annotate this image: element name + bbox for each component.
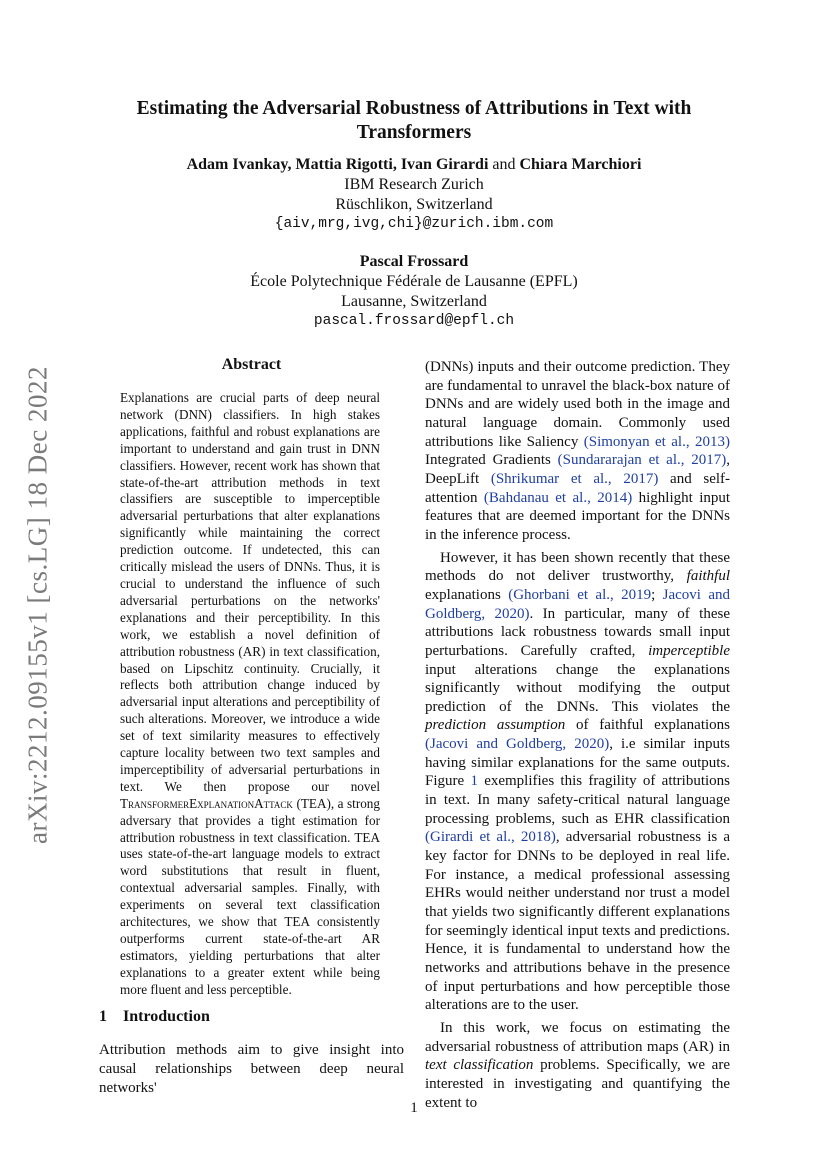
section-title: Introduction: [123, 1008, 210, 1025]
paragraph-2: [425, 549, 730, 1015]
figure-reference[interactable]: 1: [470, 773, 478, 790]
paper-title: Estimating the Adversarial Robustness of Attributions in Text with Transformers: [136, 98, 692, 143]
abstract-heading: Abstract: [221, 356, 282, 373]
text-span: . In particular, many of these attributions lack robustness towards small input perturbations. Carefully crafted,: [425, 605, 730, 659]
right-column: [425, 358, 730, 1112]
email-epfl: pascal.frossard@epfl.ch: [313, 313, 515, 329]
location-epfl: Lausanne, Switzerland: [341, 293, 487, 310]
page-number: 1: [410, 1100, 418, 1116]
citation-simonyan[interactable]: (Simonyan et al., 2013): [583, 433, 730, 450]
section-heading-introduction: [99, 1008, 404, 1026]
emphasis-faithful: faithful: [686, 568, 731, 585]
citation-shrikumar[interactable]: (Shrikumar et al., 2017): [490, 470, 659, 487]
paragraph-1: [425, 358, 730, 545]
arxiv-stamp: [18, 360, 58, 850]
abstract-body: [120, 390, 380, 999]
arxiv-stamp-text: arXiv:2212.09155v1 [cs.LG] 18 Dec 2022: [22, 366, 53, 844]
text-span: explanations: [425, 586, 501, 603]
abstract-text-1: Explanations are crucial parts of deep neural network (DNN) classifiers. In high stakes applications, faithful and robust explanations are important to understand and gain trust in DNN classifiers. However, recent work has shown that state-of-the-art attribution methods in text classifiers are susceptible to imperceptible adversarial perturbations that alter explanations significantly while maintaining the correct prediction outcome. If undetected, this can critically mislead the users of DNNs. Thus, it is crucial to understand the influence of such adversarial perturbations on the networks' explanations and their perceptibility. In this work, we establish a novel definition of attribution robustness (AR) in text classification, based on Lipschitz continuity. Crucially, it reflects both attribution change induced by adversarial input alterations and perceptibility of such alterations. Moreover, we introduce a wide set of text similarity measures to effectively capture locality between two text samples and imperceptibility of adversarial perturbations in text. We then propose our novel: [120, 390, 380, 794]
text-span: In this work, we focus on estimating the adversarial robustness of attribution maps (AR) in: [425, 1019, 730, 1055]
emphasis-text-classification: text classification: [425, 1057, 534, 1074]
email-ibm: {aiv,mrg,ivg,chi}@zurich.ibm.com: [274, 216, 554, 232]
citation-bahdanau[interactable]: (Bahdanau et al., 2014): [483, 489, 633, 506]
text-span: problems. Specifically, we are interested in investigating and quantifying the extent to: [425, 1057, 730, 1111]
emphasis-imperceptible: imperceptible: [648, 642, 730, 659]
text-span: Integrated Gradients: [425, 452, 551, 469]
author-and: and: [492, 156, 516, 173]
author-names: Adam Ivankay, Mattia Rigotti, Ivan Girardi: [186, 156, 489, 173]
text-span: and self-attention: [425, 470, 731, 506]
citation-jacovi-2[interactable]: (Jacovi and Goldberg, 2020): [425, 736, 610, 753]
citation-ghorbani[interactable]: (Ghorbani et al., 2019: [508, 586, 652, 603]
emphasis-prediction-assumption: prediction assumption: [425, 717, 566, 734]
affiliation-epfl: École Polytechnique Fédérale de Lausanne (EPFL): [250, 273, 578, 290]
text-span: , i.e similar inputs having similar explanations for the same outputs. Figure: [425, 736, 730, 790]
text-span: exemplifies this fragility of attributions in text. In many safety-critical natural language processing problems, such as EHR classification: [425, 773, 731, 827]
text-span: highlight input features that are deemed important for the DNNs in the inference process.: [425, 489, 731, 543]
location-ibm: Rüschlikon, Switzerland: [335, 196, 493, 213]
author-last: Chiara Marchiori: [519, 156, 642, 173]
text-span: of faithful explanations: [576, 717, 730, 734]
text-span: (DNNs) inputs and their outcome prediction. They are fundamental to unravel the black-box nature of DNNs and are widely used both in the image and natural language domain. Commonly used attributions like Saliency: [425, 359, 730, 450]
author2-name: Pascal Frossard: [359, 253, 469, 270]
paragraph-3: [425, 1019, 730, 1112]
intro-paragraph-left: Attribution methods aim to give insight into causal relationships between deep neural networks': [99, 1042, 404, 1097]
abstract-text-2: (TEA), a strong adversary that provides a tight estimation for attribution robustness in text classification. TEA uses state-of-the-art language models to extract word substitutions that result in fluent, contextual adversarial samples. Finally, with experiments on several text classification architectures, we show that TEA consistently outperforms current state-of-the-art AR estimators, yielding perturbations that alter explanations to a greater extent while being more fluent and less perceptible.: [120, 795, 380, 997]
citation-jacovi[interactable]: Jacovi and Goldberg, 2020): [425, 586, 731, 622]
text-span: , adversarial robustness is a key factor for DNNs to be deployed in real life. For instance, a medical professional assessing EHRs would neither understand nor trust a model that yields two significantly different explanations for seemingly identical input texts and predictions. Hence, it is fundamental to understand how the networks and attributions behave in the presence of input perturbations and how perceptible those alterations are to the user.: [425, 829, 730, 1014]
method-name: TransformerExplanationAttack: [120, 795, 293, 811]
text-span: ;: [651, 586, 656, 603]
affiliation-ibm: IBM Research Zurich: [344, 176, 484, 193]
section-number: 1: [99, 1008, 107, 1025]
citation-girardi[interactable]: (Girardi et al., 2018): [425, 829, 556, 846]
text-span: , DeepLift: [425, 452, 730, 487]
text-span: However, it has been shown recently that these methods do not deliver trustworthy,: [425, 549, 730, 585]
citation-sundararajan[interactable]: (Sundararajan et al., 2017): [557, 452, 727, 469]
text-span: input alterations change the explanations significantly without modifying the output prediction of the DNNs. This violates the: [425, 661, 730, 715]
author-line: [80, 155, 748, 175]
